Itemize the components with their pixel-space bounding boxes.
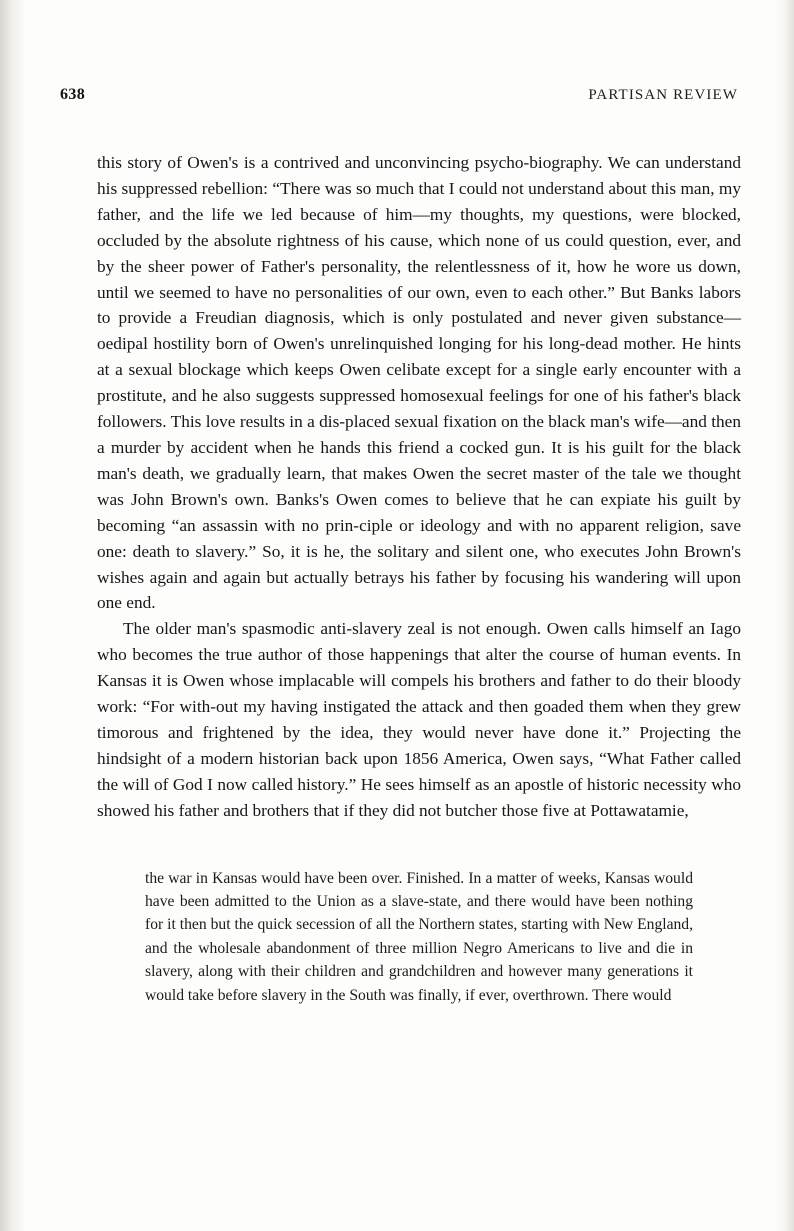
page-number: 638 [60, 86, 86, 103]
body-text-column [97, 150, 741, 1007]
block-quote-text: the war in Kansas would have been over. Finished. In a matter of weeks, Kansas would have been admitted to the Union as a slave-state, and there would have been nothing for it then but the quick secession of all the Northern states, starting with New England, and the wholesale abandonment of three million Negro Americans to live and die in slavery, along with their children and grandchildren and however many generations it would take before slavery in the South was finally, if ever, overthrown. There would [145, 869, 693, 1004]
journal-title: PARTISAN REVIEW [588, 87, 738, 103]
running-head [60, 86, 738, 104]
paragraph-1: this story of Owen's is a contrived and unconvincing psycho-biography. We can understand his suppressed rebellion: “There was so much that I could not understand about this man, my father, and the life we led because of him—my thoughts, my questions, were blocked, occluded by the absolute rightness of his cause, which none of us could question, ever, and by the sheer power of Father's personality, the relentlessness of it, how he wore us down, until we seemed to have no personalities of our own, even to each other.” But Banks labors to provide a Freudian diagnosis, which is only postulated and never given substance—oedipal hostility born of Owen's unrelinquished longing for his long-dead mother. He hints at a sexual blockage which keeps Owen celibate except for a single early encounter with a prostitute, and he also suggests suppressed homosexual feelings for one of his father's black followers. This love results in a dis-placed sexual fixation on the black man's wife—and then a murder by accident when he hands this friend a cocked gun. It is his guilt for the black man's death, we gradually learn, that makes Owen the secret master of the tale we thought was John Brown's own. Banks's Owen comes to believe that he can expiate his guilt by becoming “an assassin with no prin-ciple or ideology and with no apparent religion, save one: death to slavery.” So, it is he, the solitary and silent one, who executes John Brown's wishes again and again but actually betrays his father by focusing his wandering will upon one end. [97, 153, 741, 613]
block-quote [145, 867, 693, 1007]
paragraph-2: The older man's spasmodic anti-slavery zeal is not enough. Owen calls himself an Iago who becomes the true author of those happenings that alter the course of human events. In Kansas it is Owen whose implacable will compels his brothers and father to do their bloody work: “For with-out my having instigated the attack and then goaded them when they grew timorous and frightened by the idea, they would never have done it.” Projecting the hindsight of a modern historian back upon 1856 America, Owen says, “What Father called the will of God I now called history.” He sees himself as an apostle of historic necessity who showed his father and brothers that if they did not butcher those five at Pottawatamie, [97, 619, 741, 820]
